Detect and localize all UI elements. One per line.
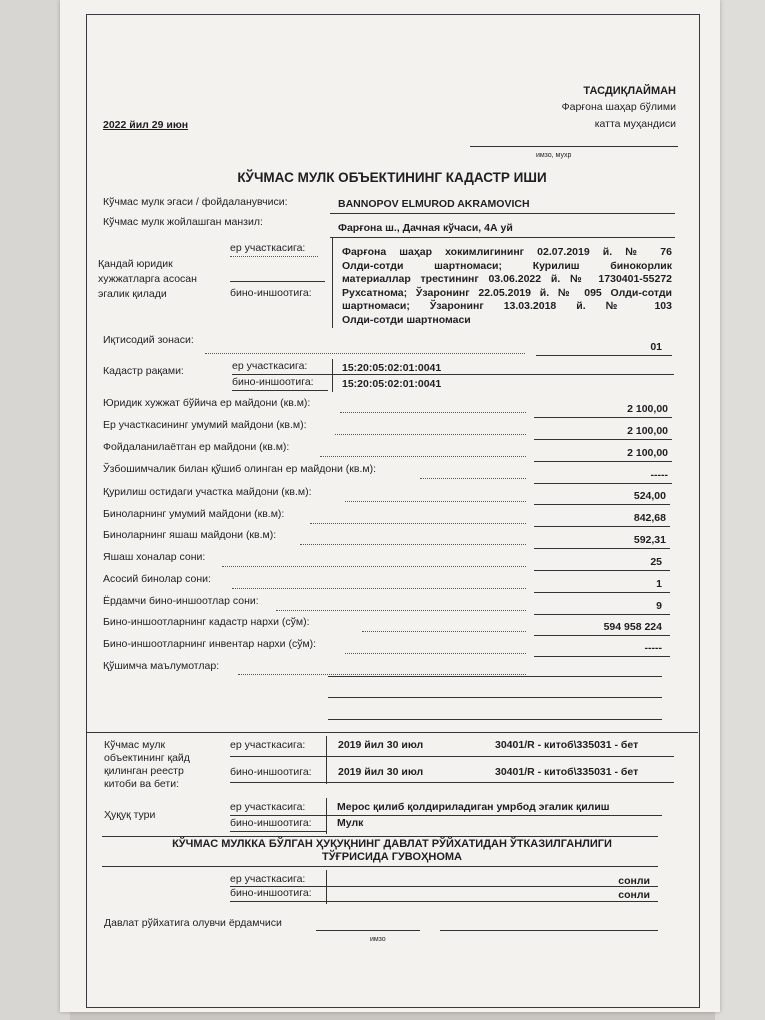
row-dots-5 (310, 523, 526, 524)
row-value-1: 2 100,00 (627, 425, 668, 437)
row-dots-1 (335, 434, 526, 435)
row-underline-0 (534, 417, 672, 418)
row-underline-5 (534, 526, 670, 527)
certificate-title-line-2: ТЎҒРИСИДА ГУВОҲНОМА (322, 851, 462, 863)
document-date: 2022 йил 29 июн (103, 119, 189, 131)
row-value-5: 842,68 (633, 512, 666, 524)
registrar-label: Давлат рўйхатига олувчи ёрдамчиси (104, 917, 282, 929)
cadastre-building-underline (232, 390, 328, 391)
row-dots-11 (345, 653, 526, 654)
certificate-building-value: сонли (618, 889, 650, 901)
legal-docs-text-line-1: Фарғона шаҳар хокимлигининг 02.07.2019 й. № 76 (342, 246, 672, 258)
extra-info-line-2 (328, 697, 662, 698)
legal-docs-label-2: хужжатларга асосан (98, 273, 197, 285)
registry-building-date: 2019 йил 30 июл (338, 766, 424, 778)
row-underline-6 (534, 548, 670, 549)
economic-zone-label: Иқтисодий зонаси: (103, 334, 194, 346)
registry-land-date: 2019 йил 30 июл (338, 739, 424, 751)
registry-land-underline (230, 756, 674, 757)
row-value-7: 25 (650, 556, 662, 568)
row-label-3: Ўзбошимчалик билан қўшиб олинган ер майдони (кв.м): (103, 463, 377, 475)
extra-info-dots (238, 674, 526, 675)
background-sheet-right (715, 0, 765, 1020)
row-value-2: 2 100,00 (627, 447, 668, 459)
address-value: Фарғона ш., Дачная кўчаси, 4А уй (338, 222, 513, 234)
row-underline-2 (534, 461, 672, 462)
cadastre-building-value: 15:20:05:02:01:0041 (342, 378, 442, 390)
owner-label: Кўчмас мулк эгаси / фойдаланувчиси: (103, 196, 288, 208)
row-label-7: Яшаш хоналар сони: (103, 551, 206, 563)
approval-line-2: катта муҳандиси (594, 118, 676, 130)
row-dots-4 (345, 501, 526, 502)
certificate-top-line (102, 836, 658, 837)
row-dots-7 (222, 566, 526, 567)
legal-docs-vertical-line (332, 238, 333, 328)
row-label-6: Биноларнинг яшаш майдони (кв.м): (103, 529, 277, 541)
registry-vertical-line (326, 736, 327, 784)
row-dots-8 (232, 588, 526, 589)
row-value-10: 594 958 224 (603, 621, 662, 633)
row-dots-3 (420, 478, 526, 479)
registry-label-3: қилинган реестр (104, 765, 184, 777)
cadastre-land-value: 15:20:05:02:01:0041 (342, 362, 442, 374)
right-type-vertical-line (326, 798, 327, 834)
certificate-title-underline (102, 866, 658, 867)
owner-value: BANNOPOV ELMUROD AKRAMOVICH (338, 198, 530, 210)
right-type-land-value: Мерос қилиб қолдириладиган умрбод эгалик қилиш (337, 801, 610, 813)
row-value-9: 9 (656, 600, 662, 612)
registry-land-label: ер участкасига: (230, 739, 306, 751)
row-dots-2 (320, 456, 526, 457)
registry-label-4: китоби ва бети: (104, 778, 179, 790)
address-underline (330, 237, 675, 238)
row-underline-9 (534, 614, 670, 615)
address-label: Кўчмас мулк жойлашган манзил: (103, 216, 263, 228)
cadastre-separator (232, 374, 674, 375)
right-type-building-underline (230, 831, 326, 832)
row-underline-7 (534, 570, 670, 571)
cadastre-building-label: бино-иншоотига: (232, 376, 314, 388)
row-value-3: ----- (650, 469, 668, 481)
approval-sign-line (470, 146, 678, 147)
row-value-11: ----- (644, 642, 662, 654)
row-label-9: Ёрдамчи бино-иншоотлар сони: (103, 595, 259, 607)
certificate-building-label: бино-иншоотига: (230, 887, 312, 899)
legal-docs-text-line-5: шартномаси; Ўзаронинг 13.03.2018 й. № 103 (342, 300, 672, 312)
row-dots-0 (340, 412, 526, 413)
registry-building-label: бино-иншоотига: (230, 766, 312, 778)
row-underline-3 (534, 483, 672, 484)
certificate-land-value: сонли (618, 875, 650, 887)
registry-label-1: Кўчмас мулк (104, 739, 166, 751)
extra-info-line-3 (328, 719, 662, 720)
legal-docs-building-label: бино-иншоотига: (230, 287, 312, 299)
owner-underline (330, 213, 675, 214)
legal-docs-land-label: ер участкасига: (230, 242, 306, 254)
registry-land-book: 30401/R - китоб\335031 - бет (495, 739, 639, 751)
row-value-0: 2 100,00 (627, 403, 668, 415)
row-underline-11 (534, 656, 670, 657)
cadastre-label: Кадастр рақами: (103, 365, 184, 377)
row-value-6: 592,31 (633, 534, 666, 546)
row-label-11: Бино-иншоотларнинг инвентар нархи (сўм): (103, 638, 317, 650)
approval-line-1: Фарғона шаҳар бўлими (561, 101, 676, 113)
row-label-1: Ер участкасининг умумий майдони (кв.м): (103, 419, 307, 431)
extra-info-label: Қўшимча маълумотлар: (103, 660, 220, 672)
right-type-land-label: ер участкасига: (230, 801, 306, 813)
legal-docs-separator (230, 281, 325, 282)
legal-docs-text (342, 246, 672, 327)
registry-building-underline (230, 782, 674, 783)
row-underline-1 (534, 439, 672, 440)
row-dots-9 (276, 610, 526, 611)
registrar-sign-line (316, 930, 420, 931)
registry-building-book: 30401/R - китоб\335031 - бет (495, 766, 639, 778)
right-type-building-label: бино-иншоотига: (230, 817, 312, 829)
legal-docs-label-3: эгалик қилади (98, 288, 167, 300)
row-label-0: Юридик хужжат бўйича ер майдони (кв.м): (103, 397, 311, 409)
economic-zone-value: 01 (650, 341, 662, 353)
right-type-separator (230, 815, 662, 816)
row-label-4: Қурилиш остидаги участка майдони (кв.м): (103, 486, 312, 498)
economic-zone-underline (536, 355, 672, 356)
row-label-10: Бино-иншоотларнинг кадастр нархи (сўм): (103, 616, 310, 628)
right-type-label: Ҳуқуқ тури (104, 809, 156, 821)
certificate-vertical-line (326, 870, 327, 904)
row-dots-10 (362, 631, 526, 632)
registrar-name-line (440, 930, 658, 931)
row-label-8: Асосий бинолар сони: (103, 573, 211, 585)
row-label-2: Фойдаланилаётган ер майдони (кв.м): (103, 441, 290, 453)
registry-label-2: объектининг қайд (104, 752, 190, 764)
legal-docs-text-line-2: Олди-сотди шартномаси; Курилиш бинокорлик (342, 259, 672, 272)
certificate-building-underline (230, 901, 658, 902)
row-value-4: 524,00 (633, 490, 666, 502)
row-underline-10 (534, 635, 670, 636)
section-divider (86, 732, 698, 733)
row-value-8: 1 (656, 578, 662, 590)
cadastre-land-label: ер участкасига: (232, 360, 308, 372)
economic-zone-dots (205, 353, 525, 354)
legal-docs-land-dots (230, 256, 318, 257)
legal-docs-text-line-3: материаллар трестининг 03.06.2022 й. № 1730401-55272 (342, 273, 672, 285)
approval-title: ТАСДИҚЛАЙМАН (583, 85, 676, 97)
row-underline-8 (534, 592, 670, 593)
approval-sign-caption: имзо, мухр (536, 152, 572, 159)
certificate-title-line-1: КЎЧМАС МУЛККА БЎЛГАН ҲУҚУҚНИНГ ДАВЛАТ РЎЙХАТИДАН ЎТКАЗИЛГАНЛИГИ (172, 838, 612, 850)
certificate-land-label: ер участкасига: (230, 873, 306, 885)
extra-info-line-1 (328, 676, 662, 677)
right-type-building-value: Мулк (337, 817, 364, 829)
legal-docs-text-line-6: Олди-сотди шартномаси (342, 313, 471, 326)
row-underline-4 (534, 504, 670, 505)
legal-docs-text-line-4: Рухсатнома; Ўзаронинг 22.05.2019 й. № 095 Олди-сотди (342, 286, 672, 299)
row-dots-6 (300, 544, 526, 545)
row-label-5: Биноларнинг умумий майдони (кв.м): (103, 508, 285, 520)
legal-docs-label-1: Қандай юридик (98, 258, 173, 270)
registrar-sign-caption: имзо (370, 936, 386, 943)
page-title: КЎЧМАС МУЛК ОБЪЕКТИНИНГ КАДАСТР ИШИ (237, 170, 547, 185)
cadastre-vertical-line (332, 359, 333, 392)
